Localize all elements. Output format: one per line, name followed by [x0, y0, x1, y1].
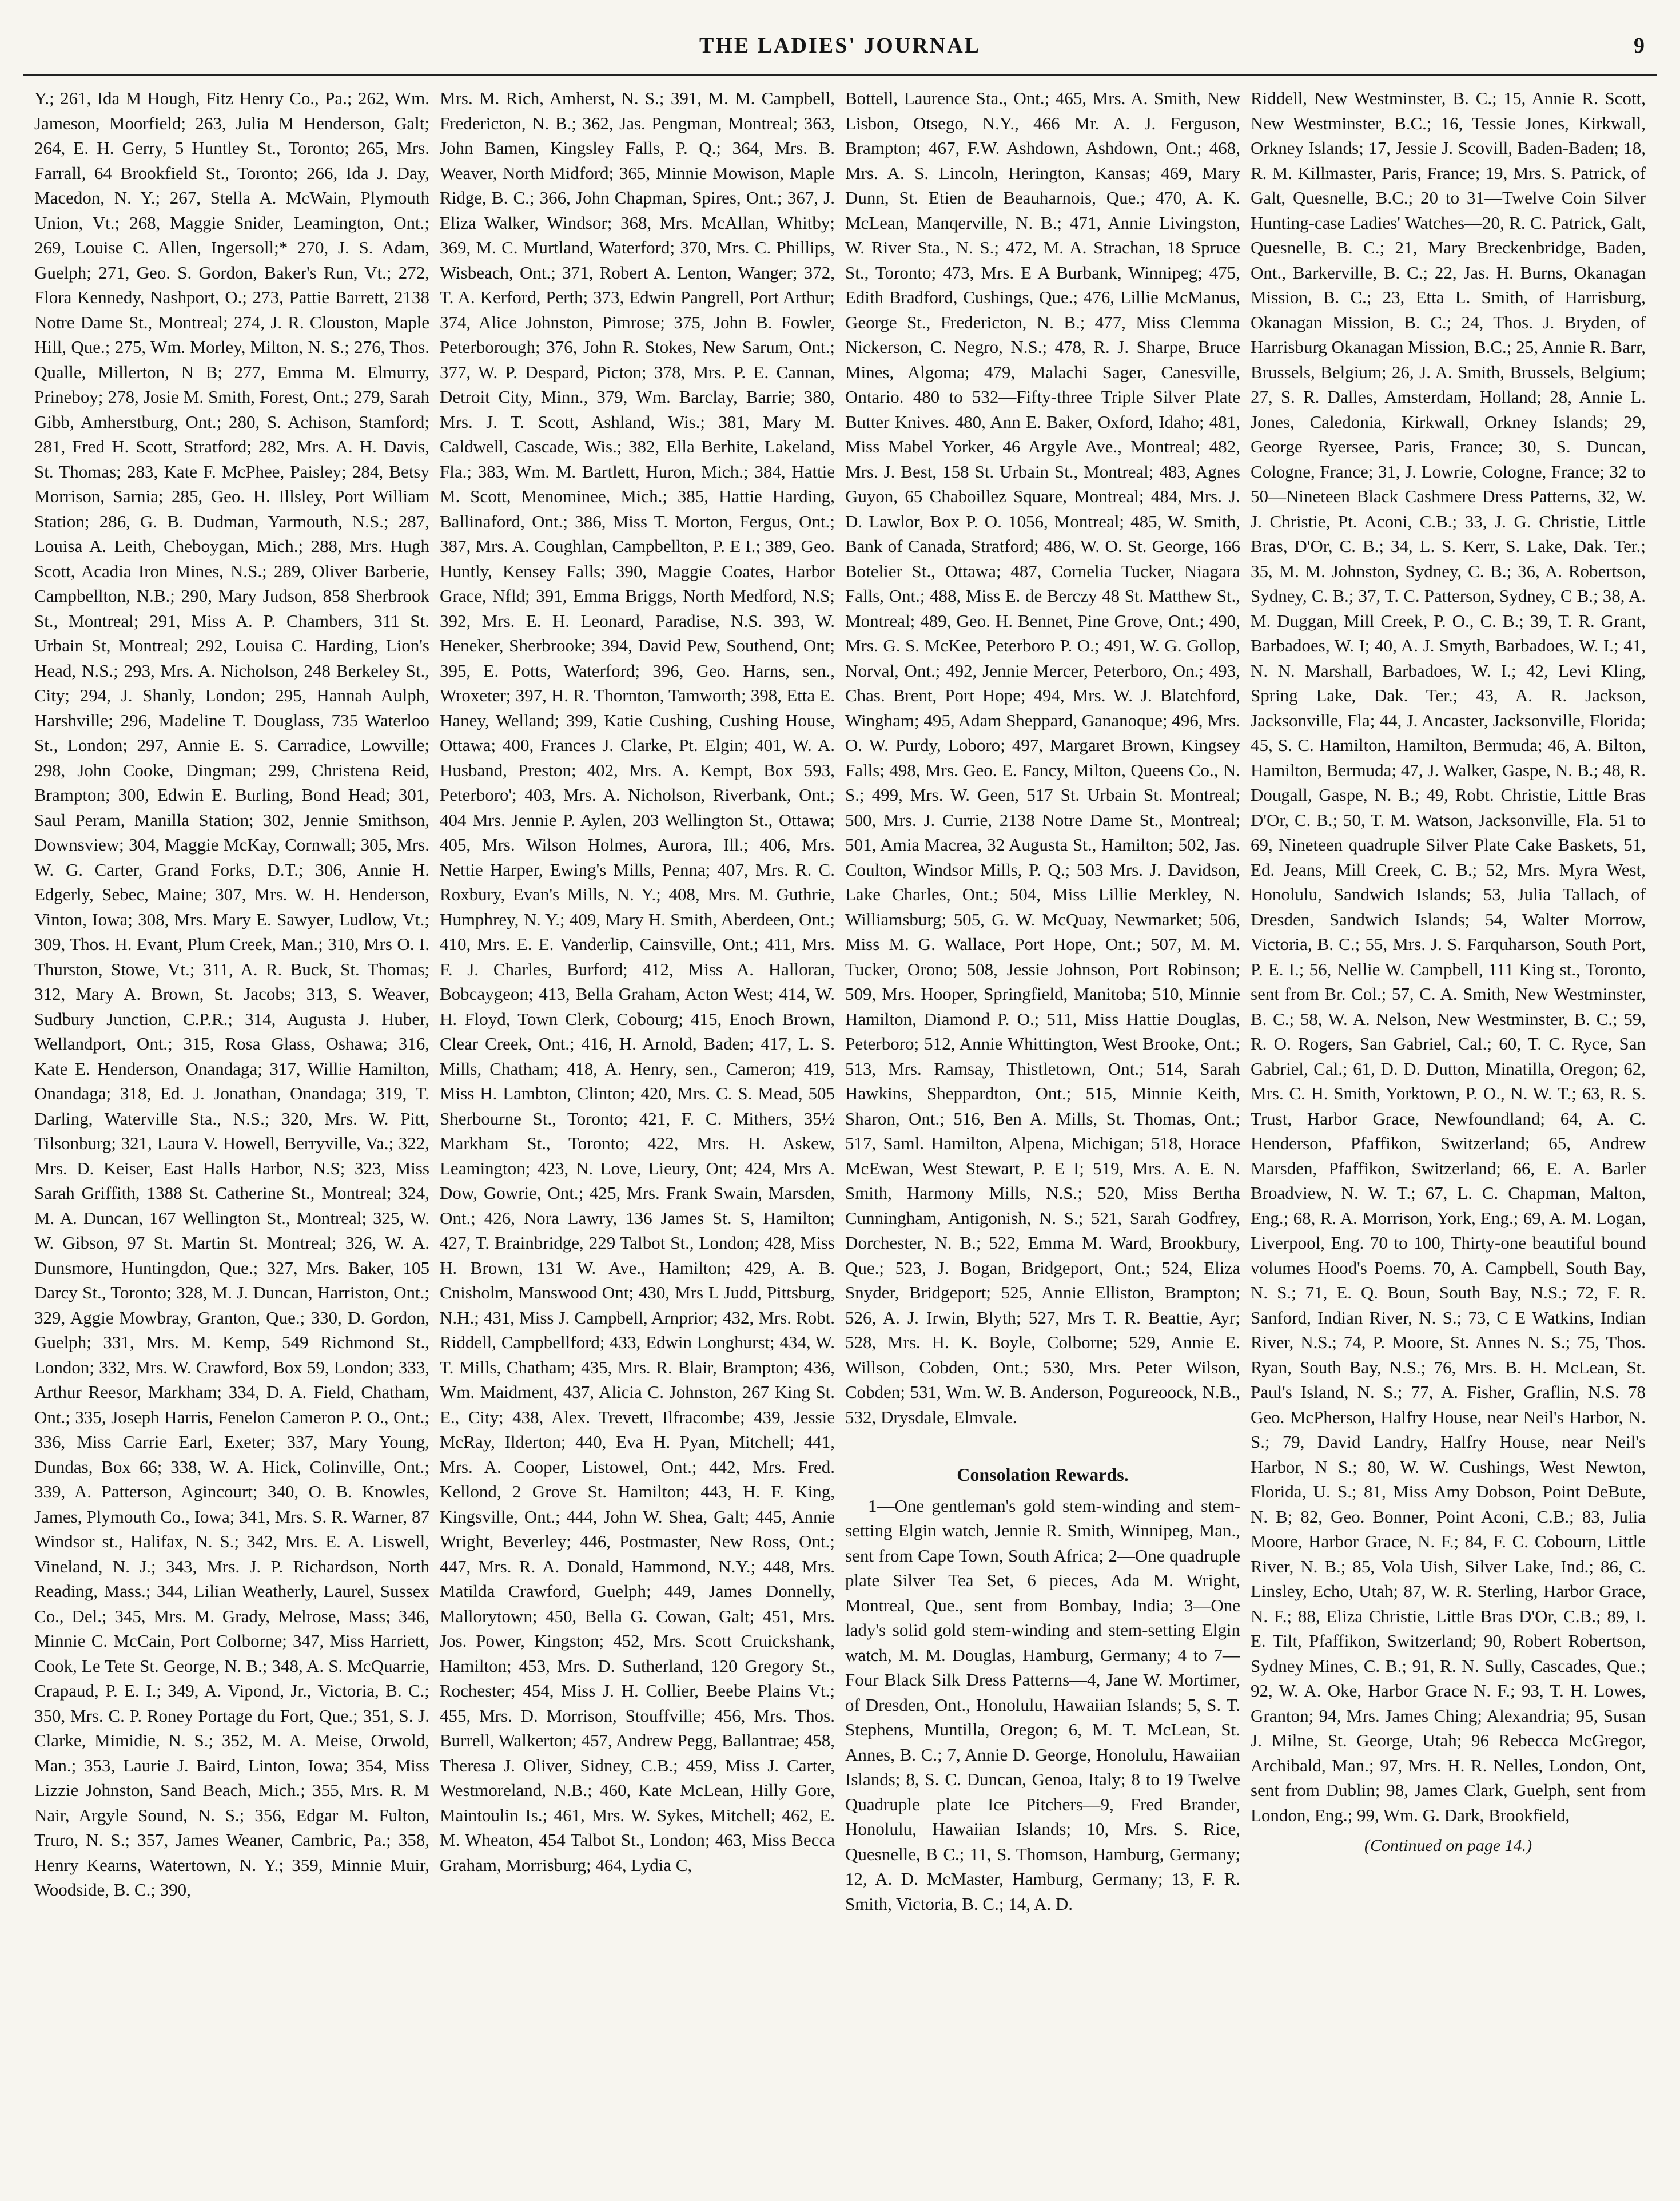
column-2: [440, 86, 835, 2168]
page-number: 9: [1634, 34, 1645, 58]
consolation-rewards-text: 1—One gentleman's gold stem-winding and stem-setting Elgin watch, Jennie R. Smith, Winnipeg, Man., sent from Cape Town, South Africa; 2—One quadruple plate Silver Tea Set, 6 pieces, Ada M. Wright, Montreal, Que., sent from Bombay, India; 3—One lady's solid gold stem-winding and stem-setting Elgin watch, M. M. Douglas, Hamburg, Germany; 4 to 7—Four Black Silk Dress Patterns—4, Jane W. Mortimer, of Dresden, Ont., Honolulu, Hawaiian Islands; 5, S. T. Stephens, Muntilla, Oregon; 6, M. T. McLean, St. Annes, B. C.; 7, Annie D. George, Honolulu, Hawaiian Islands; 8, S. C. Duncan, Genoa, Italy; 8 to 19 Twelve Quadruple plate Ice Pitchers—9, Fred Brander, Honolulu, Hawaiian Islands; 10, Mrs. S. Rice, Quesnelle, B C.; 11, S. Thomson, Hamburg, Germany; 12, A. D. McMaster, Hamburg, Germany; 13, F. R. Smith, Victoria, B. C.; 14, A. D.: [845, 1495, 1240, 1914]
text-columns: [34, 86, 1646, 2168]
prize-list-text: Bottell, Laurence Sta., Ont.; 465, Mrs. A. Smith, New Lisbon, Otsego, N.Y., 466 Mr. A. J. Ferguson, Brampton; 467, F.W. Ashdown, Ashdown, Ont.; 468, Mrs. A. S. Lincoln, Herington, Kansas; 469, Mary Dunn, St. Etien de Beauharnois, Que.; 470, A. K. McLean, Manqerville, N. B.; 471, Annie Livingston, W. River Sta., N. S.; 472, M. A. Strachan, 18 Spruce St., Toronto; 473, Mrs. E A Burbank, Winnipeg; 475, Edith Bradford, Cushings, Que.; 476, Lillie McManus, George St., Fredericton, N. B.; 477, Miss Clemma Nickerson, C. Negro, N.S.; 478, R. J. Sharpe, Bruce Mines, Algoma; 479, Malachi Sager, Canesville, Ontario. 480 to 532—Fifty-three Triple Silver Plate Butter Knives. 480, Ann E. Baker, Oxford, Idaho; 481, Miss Mabel Yorker, 46 Argyle Ave., Montreal; 482, Mrs. J. Best, 158 St. Urbain St., Montreal; 483, Agnes Guyon, 65 Chaboillez Square, Montreal; 484, Mrs. J. D. Lawlor, Box P. O. 1056, Montreal; 485, W. Smith, Bank of Canada, Stratford; 486, W. O. St. George, 166 Botelier St., Ottawa; 487, Cornelia Tucker, Niagara Falls, Ont.; 488, Miss E. de Berczy 48 St. Matthew St., Montreal; 489, Geo. H. Bennet, Pine Grove, Ont.; 490, Mrs. G. S. McKee, Peterboro P. O.; 491, W. G. Gollop, Norval, Ont.; 492, Jennie Mercer, Peterboro, On.; 493, Chas. Brent, Port Hope; 494, Mrs. W. J. Blatchford, Wingham; 495, Adam Sheppard, Gananoque; 496, Mrs. O. W. Purdy, Loboro; 497, Margaret Brown, Kingsey Falls; 498, Mrs. Geo. E. Fancy, Milton, Queens Co., N. S.; 499, Mrs. W. Geen, 517 St. Urbain St. Montreal; 500, Mrs. J. Currie, 2138 Notre Dame St., Montreal; 501, Amia Macrea, 32 Augusta St., Hamilton; 502, Jas. Coulton, Windsor Mills, P. Q.; 503 Mrs. J. Davidson, Lake Charles, Ont.; 504, Miss Lillie Merkley, N. Williamsburg; 505, G. W. McQuay, Newmarket; 506, Miss M. G. Wallace, Port Hope, Ont.; 507, M. M. Tucker, Orono; 508, Jessie Johnson, Port Robinson; 509, Mrs. Hooper, Springfield, Manitoba; 510, Minnie Hamilton, Diamond P. O.; 511, Miss Hattie Douglas, Peterboro; 512, Annie Whittington, West Brooke, Ont.; 513, Mrs. Ramsay, Thistletown, Ont.; 514, Sarah Hawkins, Sheppardton, Ont.; 515, Minnie Keith, Sharon, Ont.; 516, Ben A. Mills, St. Thomas, Ont.; 517, Saml. Hamilton, Alpena, Michigan; 518, Horace McEwan, West Stewart, P. E I; 519, Mrs. A. E. N. Smith, Harmony Mills, N.S.; 520, Miss Bertha Cunningham, Antigonish, N. S.; 521, Sarah Godfrey, Dorchester, N. B.; 522, Emma M. Ward, Brookbury, Que.; 523, J. Bogan, Bridgeport, Ont.; 524, Eliza Snyder, Bridgeport; 525, Annie Elliston, Brampton; 526, A. J. Irwin, Blyth; 527, Mrs T. R. Beattie, Ayr; 528, Mrs. H. K. Boyle, Colborne; 529, Annie E. Willson, Cobden, Ont.; 530, Mrs. Peter Wilson, Cobden; 531, Wm. W. B. Anderson, Pogureoock, N.B., 532, Drysdale, Elmvale.: [845, 88, 1240, 1427]
prize-list-text: Riddell, New Westminster, B. C.; 15, Annie R. Scott, New Westminster, B.C.; 16, Tessie Jones, Kirkwall, Orkney Islands; 17, Jessie J. Scovill, Baden-Baden; 18, R. M. Killmaster, Paris, France; 19, Mrs. S. Patrick, of Galt, Quesnelle, B.C.; 20 to 31—Twelve Coin Silver Hunting-case Ladies' Watches—20, R. C. Patrick, Galt, Quesnelle, B. C.; 21, Mary Breckenbridge, Baden, Ont., Barkerville, B. C.; 22, Jas. H. Burns, Okanagan Mission, B. C.; 23, Etta L. Smith, of Harrisburg, Okanagan Mission, B. C.; 24, Thos. J. Bryden, of Harrisburg Okanagan Mission, B.C.; 25, Annie R. Barr, Brussels, Belgium; 26, J. A. Smith, Brussels, Belgium; 27, S. R. Dalles, Amsterdam, Holland; 28, Annie L. Jones, Caledonia, Kirkwall, Orkney Islands; 29, George Ryersee, Paris, France; 30, S. Duncan, Cologne, France; 31, J. Lowrie, Cologne, France; 32 to 50—Nineteen Black Cashmere Dress Patterns, 32, W. J. Christie, Pt. Aconi, C.B.; 33, J. G. Christie, Little Bras, D'Or, C. B.; 34, L. S. Kerr, S. Lake, Dak. Ter.; 35, M. M. Johnston, Sydney, C. B.; 36, A. Robertson, Sydney, C. B.; 37, T. C. Patterson, Sydney, C B.; 38, A. M. Duggan, Mill Creek, P. O., C. B.; 39, T. R. Grant, Barbadoes, W. I; 40, A. J. Smyth, Barbadoes, W. I.; 41, N. N. Marshall, Barbadoes, W. I.; 42, Levi Kling, Spring Lake, Dak. Ter.; 43, A. R. Jackson, Jacksonville, Fla; 44, J. Ancaster, Jacksonville, Florida; 45, S. C. Hamilton, Hamilton, Bermuda; 46, A. Bilton, Hamilton, Bermuda; 47, J. Walker, Gaspe, N. B.; 48, R. Dougall, Gaspe, N. B.; 49, Robt. Christie, Little Bras D'Or, C. B.; 50, T. M. Watson, Jacksonville, Fla. 51 to 69, Nineteen quadruple Silver Plate Cake Baskets, 51, Ed. Jeans, Mill Creek, C. B.; 52, Mrs. Myra West, Honolulu, Sandwich Islands; 53, Julia Tallach, of Dresden, Sandwich Islands; 54, Walter Morrow, Victoria, B. C.; 55, Mrs. J. S. Farquharson, South Port, P. E. I.; 56, Nellie W. Campbell, 111 King st., Toronto, sent from Br. Col.; 57, C. A. Smith, New Westminster, B. C.; 58, W. A. Nelson, New Westminster, B. C.; 59, R. O. Rogers, San Gabriel, Cal.; 60, T. C. Ryce, San Gabriel, Cal.; 61, D. D. Dutton, Minatilla, Oregon; 62, Mrs. C. H. Smith, Yorktown, P. O., N. W. T.; 63, R. S. Trust, Harbor Grace, Newfoundland; 64, A. C. Henderson, Pfaffikon, Switzerland; 65, Andrew Marsden, Pfaffikon, Switzerland; 66, E. A. Barler Broadview, N. W. T.; 67, L. C. Chapman, Malton, Eng.; 68, R. A. Morrison, York, Eng.; 69, A. M. Logan, Liverpool, Eng. 70 to 100, Thirty-one beautiful bound volumes Hood's Poems. 70, A. Campbell, South Bay, N. S.; 71, E. Q. Boun, South Bay, N.S.; 72, F. R. Sanford, Indian River, N. S.; 73, C E Watkins, Indian River, N.S.; 74, P. Moore, St. Annes N. S.; 75, Thos. Ryan, South Bay, N.S.; 76, Mrs. B. H. McLean, St. Paul's Island, N. S.; 77, A. Fisher, Graflin, N.S. 78 Geo. McPherson, Halfry House, near Neil's Harbor, N. S.; 79, David Landry, Halfry House, near Neil's Harbor, N S.; 80, W. W. Cushings, West Newton, Florida, U. S.; 81, Miss Amy Dobson, Point DeBute, N. B; 82, Geo. Bonner, Point Aconi, C.B.; 83, Julia Moore, Harbor Grace, N. F.; 84, F. C. Cobourn, Little River, N. B.; 85, Vola Uish, Silver Lake, Ind.; 86, C. Linsley, Echo, Utah; 87, W. R. Sterling, Harbor Grace, N. F.; 88, Eliza Christie, Little Bras D'Or, C.B.; 89, I. E. Tilt, Pfaffikon, Switzerland; 90, Robert Robertson, Sydney Mines, C. B.; 91, R. N. Sully, Cascades, Que.; 92, W. A. Oke, Harbor Grace N. F.; 93, T. H. Lowes, Granton; 94, Mrs. James Ching; Alexandria; 95, Susan J. Milne, St. George, Utah; 96 Rebecca McGregor, Archibald, Man.; 97, Mrs. H. R. Nelles, London, Ont, sent from Dublin; 98, James Clark, Guelph, sent from London, Eng.; 99, Wm. G. Dark, Brookfield,: [1251, 88, 1646, 1825]
page-header: [23, 23, 1657, 92]
continued-note: (Continued on page 14.): [1364, 1836, 1532, 1855]
header-rule: [23, 74, 1657, 76]
consolation-rewards-heading: Consolation Rewards.: [957, 1464, 1129, 1485]
prize-list-text: Y.; 261, Ida M Hough, Fitz Henry Co., Pa.; 262, Wm. Jameson, Moorfield; 263, Julia M Henderson, Galt; 264, E. H. Gerry, 5 Huntley St., Toronto; 265, Mrs. Farrall, 64 Brookfield St., Toronto; 266, Ida J. Day, Macedon, N. Y.; 267, Stella A. McWain, Plymouth Union, Vt.; 268, Maggie Snider, Leamington, Ont.; 269, Louise C. Allen, Ingersoll;* 270, J. S. Adam, Guelph; 271, Geo. S. Gordon, Baker's Run, Vt.; 272, Flora Kennedy, Nashport, O.; 273, Pattie Barrett, 2138 Notre Dame St., Montreal; 274, J. R. Clouston, Maple Hill, Que.; 275, Wm. Morley, Milton, N. S.; 276, Thos. Qualle, Millerton, N B; 277, Emma M. Elmurry, Prineboy; 278, Josie M. Smith, Forest, Ont.; 279, Sarah Gibb, Amherstburg, Ont.; 280, S. Achison, Stamford; 281, Fred H. Scott, Stratford; 282, Mrs. A. H. Davis, St. Thomas; 283, Kate F. McPhee, Paisley; 284, Betsy Morrison, Sarnia; 285, Geo. H. Illsley, Port William Station; 286, G. B. Dudman, Yarmouth, N.S.; 287, Louisa A. Leith, Cheboygan, Mich.; 288, Mrs. Hugh Scott, Acadia Iron Mines, N.S.; 289, Oliver Barberie, Campbellton, N.B.; 290, Mary Judson, 858 Sherbrook St., Montreal; 291, Miss A. P. Chambers, 311 St. Urbain St, Montreal; 292, Louisa C. Harding, Lion's Head, N.S.; 293, Mrs. A. Nicholson, 248 Berkeley St., City; 294, J. Shanly, London; 295, Hannah Aulph, Harshville; 296, Madeline T. Douglass, 735 Waterloo St., London; 297, Annie E. S. Carradice, Lowville; 298, John Cooke, Dingman; 299, Christena Reid, Brampton; 300, Edwin E. Burling, Bond Head; 301, Saul Peram, Manilla Station; 302, Jennie Smithson, Downsview; 304, Maggie McKay, Cornwall; 305, Mrs. W. G. Carter, Grand Forks, D.T.; 306, Annie H. Edgerly, Sebec, Maine; 307, Mrs. W. H. Henderson, Vinton, Iowa; 308, Mrs. Mary E. Sawyer, Ludlow, Vt.; 309, Thos. H. Evant, Plum Creek, Man.; 310, Mrs O. I. Thurston, Stowe, Vt.; 311, A. R. Buck, St. Thomas; 312, Mary A. Brown, St. Jacobs; 313, S. Weaver, Sudbury Junction, C.P.R.; 314, Augusta J. Huber, Wellandport, Ont.; 315, Rosa Glass, Oshawa; 316, Kate E. Henderson, Onandaga; 317, Willie Hamilton, Onandaga; 318, Ed. J. Jonathan, Onandaga; 319, T. Darling, Waterville Sta., N.S.; 320, Mrs. W. Pitt, Tilsonburg; 321, Laura V. Howell, Berryville, Va.; 322, Mrs. D. Keiser, East Halls Harbor, N.S; 323, Miss Sarah Griffith, 1388 St. Catherine St., Montreal; 324, M. A. Duncan, 167 Wellington St., Montreal; 325, W. W. Gibson, 97 St. Martin St. Montreal; 326, W. A. Dunsmore, Huntingdon, Que.; 327, Mrs. Baker, 105 Darcy St., Toronto; 328, M. J. Duncan, Harriston, Ont.; 329, Aggie Mowbray, Granton, Que.; 330, D. Gordon, Guelph; 331, Mrs. M. Kemp, 549 Richmond St., London; 332, Mrs. W. Crawford, Box 59, London; 333, Arthur Reesor, Markham; 334, D. A. Field, Chatham, Ont.; 335, Joseph Harris, Fenelon Cameron P. O., Ont.; 336, Miss Carrie Earl, Exeter; 337, Mary Young, Dundas, Box 66; 338, W. A. Hick, Colinville, Ont.; 339, A. Patterson, Agincourt; 340, O. B. Knowles, James, Plymouth Co., Iowa; 341, Mrs. S. R. Warner, 87 Windsor st., Halifax, N. S.; 342, Mrs. E. A. Liswell, Vineland, N. J.; 343, Mrs. J. P. Richardson, North Reading, Mass.; 344, Lilian Weatherly, Laurel, Sussex Co., Del.; 345, Mrs. M. Grady, Melrose, Mass; 346, Minnie C. McCain, Port Colborne; 347, Miss Harriett, Cook, Le Tete St. George, N. B.; 348, A. S. McQuarrie, Crapaud, P. E. I.; 349, A. Vipond, Jr., Victoria, B. C.; 350, Mrs. C. P. Roney Portage du Fort, Que.; 351, S. J. Clarke, Mimidie, N. S.; 352, M. A. Meise, Orwold, Man.; 353, Laurie J. Baird, Linton, Iowa; 354, Miss Lizzie Johnston, Sand Beach, Mich.; 355, Mrs. R. M Nair, Argyle Sound, N. S.; 356, Edgar M. Fulton, Truro, N. S.; 357, James Weaner, Cambric, Pa.; 358, Henry Kearns, Watertown, N. Y.; 359, Minnie Muir, Woodside, B. C.; 390,: [34, 88, 429, 1900]
column-1: [34, 86, 429, 2168]
journal-title: THE LADIES' JOURNAL: [699, 34, 981, 58]
column-3: [845, 86, 1240, 2168]
column-4: [1251, 86, 1646, 2168]
prize-list-text: Mrs. M. Rich, Amherst, N. S.; 391, M. M. Campbell, Fredericton, N. B.; 362, Jas. Pengman, Montreal; 363, John Bamen, Kingsley Falls, P. Q.; 364, Mrs. B. Weaver, North Midford; 365, Minnie Mowison, Maple Ridge, B. C.; 366, John Chapman, Spires, Ont.; 367, J. Eliza Walker, Windsor; 368, Mrs. McAllan, Whitby; 369, M. C. Murtland, Waterford; 370, Mrs. C. Phillips, Wisbeach, Ont.; 371, Robert A. Lenton, Wanger; 372, T. A. Kerford, Perth; 373, Edwin Pangrell, Port Arthur; 374, Alice Johnston, Pimrose; 375, John B. Fowler, Peterborough; 376, John R. Stokes, New Sarum, Ont.; 377, W. P. Despard, Picton; 378, Mrs. P. E. Cannan, Detroit City, Minn., 379, Wm. Barclay, Barrie; 380, Mrs. J. T. Scott, Ashland, Wis.; 381, Mary M. Caldwell, Cascade, Wis.; 382, Ella Berhite, Lakeland, Fla.; 383, Wm. M. Bartlett, Huron, Mich.; 384, Hattie M. Scott, Menominee, Mich.; 385, Hattie Harding, Ballinaford, Ont.; 386, Miss T. Morton, Fergus, Ont.; 387, Mrs. A. Coughlan, Campbellton, P. E I.; 389, Geo. Huntly, Kensey Falls; 390, Maggie Coates, Harbor Grace, Nfld; 391, Emma Briggs, North Medford, N.S; 392, Mrs. E. H. Leonard, Paradise, N.S. 393, W. Heneker, Sherbrooke; 394, David Pew, Southend, Ont; 395, E. Potts, Waterford; 396, Geo. Harns, sen., Wroxeter; 397, H. R. Thornton, Tamworth; 398, Etta E. Haney, Welland; 399, Katie Cushing, Cushing House, Ottawa; 400, Frances J. Clarke, Pt. Elgin; 401, W. A. Husband, Preston; 402, Mrs. A. Kempt, Box 593, Peterboro'; 403, Mrs. A. Nicholson, Riverbank, Ont.; 404 Mrs. Jennie P. Aylen, 203 Wellington St., Ottawa; 405, Mrs. Wilson Holmes, Aurora, Ill.; 406, Mrs. Nettie Harper, Ewing's Mills, Penna; 407, Mrs. R. C. Roxbury, Evan's Mills, N. Y.; 408, Mrs. M. Guthrie, Humphrey, N. Y.; 409, Mary H. Smith, Aberdeen, Ont.; 410, Mrs. E. E. Vanderlip, Cainsville, Ont.; 411, Mrs. F. J. Charles, Burford; 412, Miss A. Halloran, Bobcaygeon; 413, Bella Graham, Acton West; 414, W. H. Floyd, Town Clerk, Cobourg; 415, Enoch Brown, Clear Creek, Ont.; 416, H. Arnold, Baden; 417, L. S. Mills, Chatham; 418, A. Henry, sen., Cameron; 419, Miss H. Lambton, Clinton; 420, Mrs. C. S. Mead, 505 Sherbourne St., Toronto; 421, F. C. Mithers, 35½ Markham St., Toronto; 422, Mrs. H. Askew, Leamington; 423, N. Love, Lieury, Ont; 424, Mrs A. Dow, Gowrie, Ont.; 425, Mrs. Frank Swain, Marsden, Ont.; 426, Nora Lawry, 136 James St. S, Hamilton; 427, T. Brainbridge, 229 Talbot St., London; 428, Miss H. Brown, 131 W. Ave., Hamilton; 429, A. B. Cnisholm, Manswood Ont; 430, Mrs L Judd, Pittsburg, N.H.; 431, Miss J. Campbell, Arnprior; 432, Mrs. Robt. Riddell, Campbellford; 433, Edwin Longhurst; 434, W. T. Mills, Chatham; 435, Mrs. R. Blair, Brampton; 436, Wm. Maidment, 437, Alicia C. Johnston, 267 King St. E., City; 438, Alex. Trevett, Ilfracombe; 439, Jessie McRay, Ilderton; 440, Eva H. Pyan, Mitchell; 441, Mrs. A. Cooper, Listowel, Ont.; 442, Mrs. Fred. Kellond, 2 Grove St. Hamilton; 443, H. F. King, Kingsville, Ont.; 444, John W. Shea, Galt; 445, Annie Wright, Beverley; 446, Postmaster, New Ross, Ont.; 447, Mrs. R. A. Donald, Hammond, N.Y.; 448, Mrs. Matilda Crawford, Guelph; 449, James Donnelly, Mallorytown; 450, Bella G. Cowan, Galt; 451, Mrs. Jos. Power, Kingston; 452, Mrs. Scott Cruickshank, Hamilton; 453, Mrs. D. Sutherland, 120 Gregory St., Rochester; 454, Miss J. H. Collier, Beebe Plains Vt.; 455, Mrs. D. Morrison, Stouffville; 456, Mrs. Thos. Burrell, Walkerton; 457, Andrew Pegg, Ballantrae; 458, Theresa J. Oliver, Sidney, C.B.; 459, Miss J. Carter, Westmoreland, N.B.; 460, Kate McLean, Hilly Gore, Maintoulin Is.; 461, Mrs. W. Sykes, Mitchell; 462, E. M. Wheaton, 454 Talbot St., London; 463, Miss Becca Graham, Morrisburg; 464, Lydia C,: [440, 88, 835, 1875]
